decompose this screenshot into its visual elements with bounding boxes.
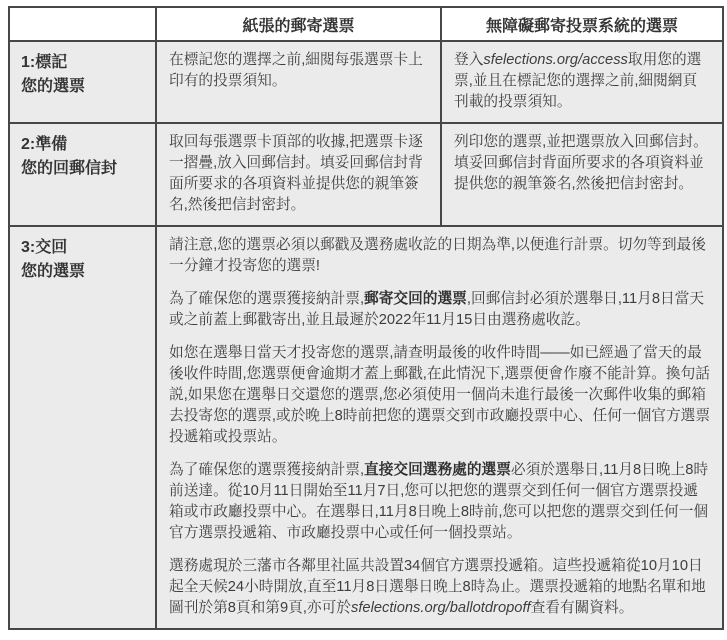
step3-p4-pre: 為了確保您的選票獲接納計票,	[169, 462, 365, 479]
step1-label-line2: 您的選票	[21, 78, 86, 95]
step1-accessible-pre: 登入	[454, 52, 484, 68]
step2-accessible-text: 列印您的選票,並把選票放入回郵信封。填妥回郵信封背面所要求的各項資料並提供您的親筆簽名,然後把信封密封。	[454, 134, 708, 193]
step3-p2-pre: 為了確保您的選票獲接納計票,	[169, 291, 365, 308]
step1-label-line1: 1:標記	[21, 54, 68, 71]
step2-label	[9, 123, 156, 226]
step1-paper-cell	[156, 41, 441, 123]
ballotdropoff-url-text: sfelections.org/ballotdropoff	[350, 600, 531, 617]
header-row	[9, 7, 723, 41]
step3-p5-pre: 選務處現於三藩市各鄰里社區共設置34個官方選票投遞箱。這些投遞箱從10月10日起全天候24小時開放,直至11月8日選舉日晚上8時為止。選票投遞箱的地點名單和地圖刊於第8頁和第9頁,亦可於	[169, 558, 706, 617]
voting-options-table	[8, 6, 724, 630]
step2-accessible-cell	[441, 123, 723, 226]
step3-label-line1: 3:交回	[21, 239, 68, 257]
table-row-step2	[9, 123, 723, 226]
step3-paragraph-5	[169, 556, 711, 619]
step2-paper-cell	[156, 123, 441, 226]
step3-paragraph-2	[169, 289, 711, 331]
step3-paragraph-3: 如您在選舉日當天才投寄您的選票,請查明最後的收件時間——如已經過了當天的最後收件時間,您選票便會逾期才蓋上郵戳,在此情況下,選票便會作廢不能計算。換句話説,如果您在選舉日交還您的選票,您必須使用一個尚未進行最後一次郵件收集的郵箱去投寄您的選票,或於晚上8時前把您的選票交到市政廳投票中心、任何一個官方選票投遞箱或投票站。	[169, 345, 711, 446]
step1-accessible-cell	[441, 41, 723, 123]
step3-label	[9, 226, 156, 629]
step3-content-cell	[156, 226, 723, 629]
step3-paragraph-4	[169, 460, 711, 544]
table-row-step1	[9, 41, 723, 123]
step3-p5-post: 查看有關資料。	[530, 600, 634, 617]
step1-accessible-text	[454, 50, 711, 113]
access-url-text: sfelections.org/access	[483, 52, 628, 68]
step1-paper-text: 在標記您的選擇之前,細閱每張選票卡上印有的投票須知。	[169, 52, 423, 90]
table-row-step3	[9, 226, 723, 629]
header-cell-accessible-ballot: 無障礙郵寄投票系統的選票	[441, 7, 723, 41]
step3-paragraph-1: 請注意,您的選票必須以郵戳及選務處收訖的日期為準,以便進行計票。切勿等到最後一分鐘才投寄您的選票!	[169, 237, 706, 275]
step1-accessible-post: 取用您的選票,並且在標記您的選擇之前,細閱網頁刊載的投票須知。	[454, 52, 702, 111]
step1-label	[9, 41, 156, 123]
step3-label-line2: 您的選票	[21, 263, 86, 281]
step3-p2-post: ,回郵信封必須於選舉日,11月8日當天或之前蓋上郵戳寄出,並且最遲於2022年11月15日由選務處收訖。	[169, 291, 705, 329]
header-cell-paper-ballot: 紙張的郵寄選票	[156, 7, 441, 41]
in-person-return-bold-text: 直接交回選務處的選票	[364, 462, 511, 479]
step2-paper-text: 取回每張選票卡頂部的收據,把選票卡逐一摺疊,放入回郵信封。填妥回郵信封背面所要求的各項資料並提供您的親筆簽名,然後把信封密封。	[169, 134, 423, 214]
step2-label-line1: 2:準備	[21, 136, 68, 154]
mail-return-bold-text: 郵寄交回的選票	[364, 291, 467, 308]
step3-p4-post: 必須於選舉日,11月8日晚上8時前送達。從10月11日開始至11月7日,您可以把您的選票交到任何一個官方選票投遞箱或市政廳投票中心。在選舉日,11月8日晚上8時前,您可以把您的選票交到任何一個官方選票投遞箱、市政廳投票中心或任何一個投票站。	[169, 462, 709, 542]
header-cell-empty	[9, 7, 156, 41]
step2-label-line2: 您的回郵信封	[21, 160, 118, 178]
